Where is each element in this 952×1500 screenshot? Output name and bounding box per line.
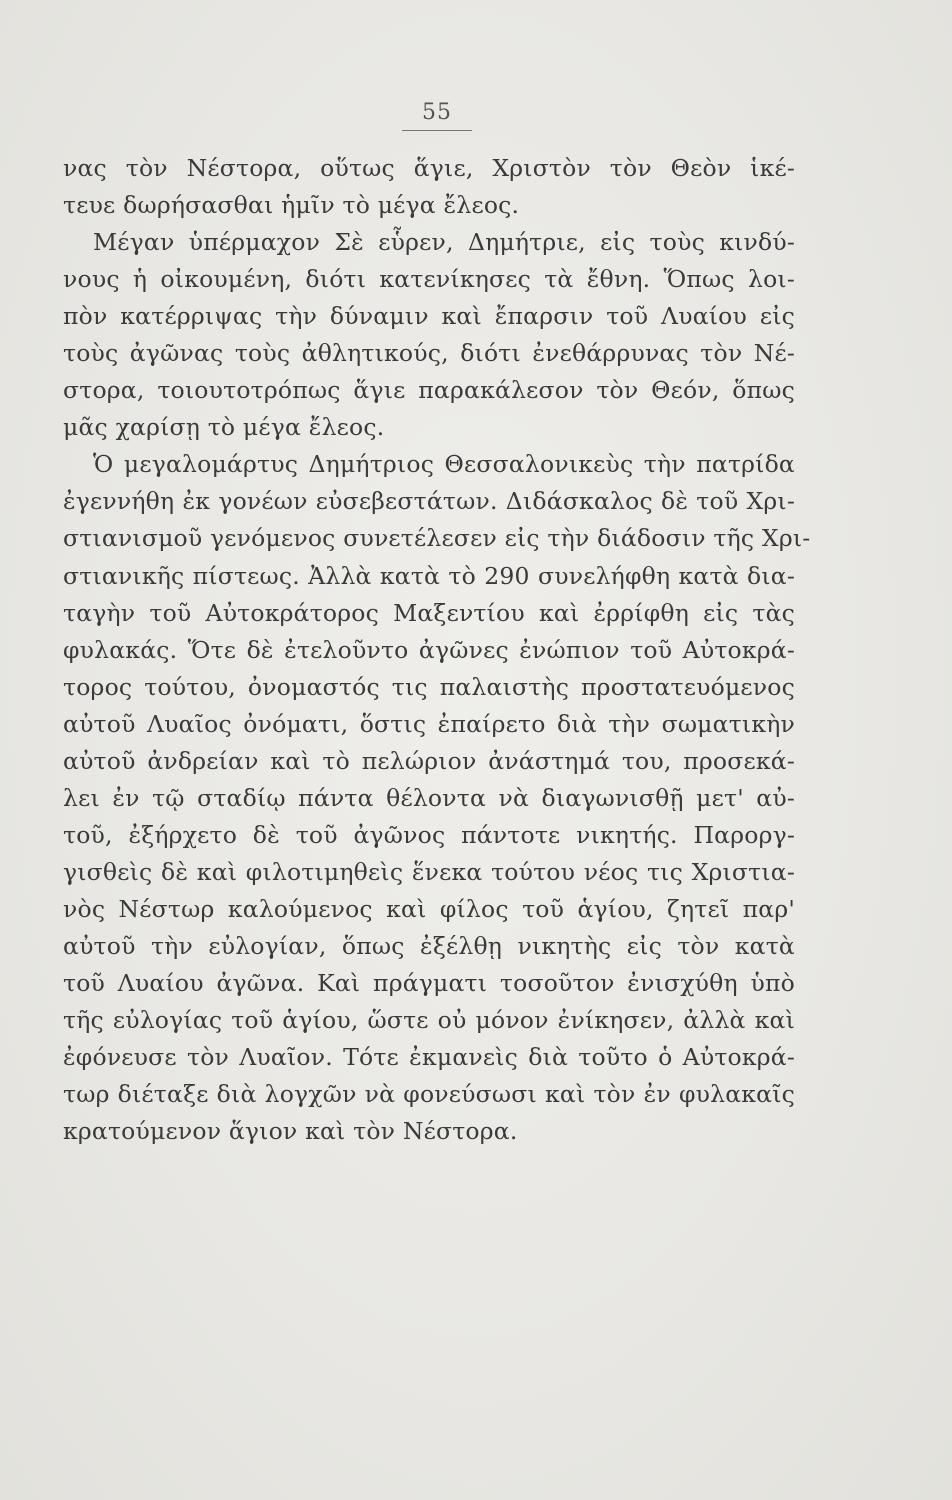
text-line: αὐτοῦ Λυαῖος ὀνόματι, ὅστις ἐπαίρετο διὰ τὴν σωματικὴν: [63, 709, 795, 738]
text-line: τοῦ Λυαίου ἀγῶνα. Καὶ πράγματι τοσοῦτον ἐνισχύθη ὑπὸ: [63, 969, 795, 998]
text-line: τωρ διέταξε διὰ λογχῶν νὰ φονεύσωσι καὶ τὸν ἐν φυλακαῖς: [63, 1080, 795, 1109]
text-line: ἐφόνευσε τὸν Λυαῖον. Τότε ἐκμανεὶς διὰ τοῦτο ὁ Αὐτοκρά-: [63, 1043, 795, 1072]
text-line: τορος τούτου, ὀνομαστός τις παλαιστὴς προστατευόμενος: [63, 672, 795, 701]
text-line: λει ἐν τῷ σταδίῳ πάντα θέλοντα νὰ διαγωνισθῇ μετ' αὐ-: [63, 783, 795, 812]
text-line: γισθεὶς δὲ καὶ φιλοτιμηθεὶς ἕνεκα τούτου νέος τις Χριστια-: [63, 857, 795, 886]
text-line: αὐτοῦ τὴν εὐλογίαν, ὅπως ἐξέλθῃ νικητὴς εἰς τὸν κατὰ: [63, 931, 795, 960]
text-line: Μέγαν ὑπέρμαχον Σὲ εὗρεν, Δημήτριε, εἰς τοὺς κινδύ-: [93, 228, 795, 257]
text-line: στιανισμοῦ γενόμενος συνετέλεσεν εἰς τὴν διάδοσιν τῆς Χρι-: [63, 524, 811, 553]
text-line: νους ἡ οἰκουμένη, διότι κατενίκησες τὰ ἔθνη. Ὅπως λοι-: [63, 265, 795, 294]
text-line: νας τὸν Νέστορα, οὕτως ἅγιε, Χριστὸν τὸν Θεὸν ἱκέ-: [63, 154, 795, 182]
header-rule: [402, 130, 472, 131]
text-line: στιανικῆς πίστεως. Ἀλλὰ κατὰ τὸ 290 συνελήφθη κατὰ δια-: [63, 561, 795, 590]
text-line: τοὺς ἀγῶνας τοὺς ἀθλητικούς, διότι ἐνεθάρρυνας τὸν Νέ-: [63, 339, 795, 368]
text-line: τῆς εὐλογίας τοῦ ἁγίου, ὥστε οὐ μόνον ἐνίκησεν, ἀλλὰ καὶ: [63, 1006, 795, 1035]
text-line: αὐτοῦ ἀνδρείαν καὶ τὸ πελώριον ἀνάστημά του, προσεκά-: [63, 746, 795, 775]
text-line: φυλακάς. Ὅτε δὲ ἐτελοῦντο ἀγῶνες ἐνώπιον τοῦ Αὐτοκρά-: [63, 635, 795, 664]
text-line: ταγὴν τοῦ Αὐτοκράτορος Μαξεντίου καὶ ἐρρίφθη εἰς τὰς: [63, 598, 795, 627]
page-number: 55: [422, 100, 452, 125]
text-line: μᾶς χαρίσῃ τὸ μέγα ἔλεος.: [63, 413, 385, 442]
text-line: στορα, τοιουτοτρόπως ἅγιε παρακάλεσον τὸν Θεόν, ὅπως: [63, 376, 795, 405]
text-line: πὸν κατέρριψας τὴν δύναμιν καὶ ἔπαρσιν τοῦ Λυαίου εἰς: [63, 302, 795, 331]
text-line: τευε δωρήσασθαι ἡμῖν τὸ μέγα ἔλεος.: [63, 191, 520, 220]
text-line: τοῦ, ἐξήρχετο δὲ τοῦ ἀγῶνος πάντοτε νικητής. Παροργ-: [63, 820, 795, 849]
text-line: κρατούμενον ἅγιον καὶ τὸν Νέστορα.: [63, 1117, 518, 1146]
body-text: [63, 150, 811, 1150]
text-line: νὸς Νέστωρ καλούμενος καὶ φίλος τοῦ ἁγίου, ζητεῖ παρ': [63, 894, 795, 923]
text-line: ἐγεννήθη ἐκ γονέων εὐσεβεστάτων. Διδάσκαλος δὲ τοῦ Χρι-: [63, 487, 795, 516]
text-line: Ὁ μεγαλομάρτυς Δημήτριος Θεσσαλονικεὺς τὴν πατρίδα: [93, 450, 795, 479]
